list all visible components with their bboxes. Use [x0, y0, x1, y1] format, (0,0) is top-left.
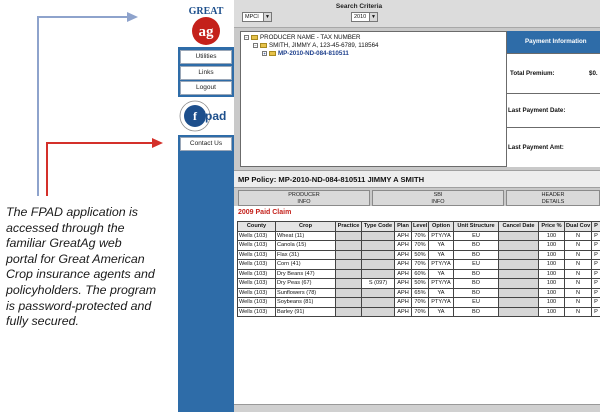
table-cell: YA: [429, 250, 454, 260]
table-cell: 100: [539, 279, 565, 289]
table-cell: N: [565, 260, 592, 270]
table-cell: APH: [395, 288, 412, 298]
table-cell: EU: [454, 231, 499, 241]
table-cell: [499, 269, 539, 279]
table-cell: 70%: [412, 260, 429, 270]
table-cell: [336, 298, 362, 308]
last-payment-date-label: Last Payment Date:: [507, 93, 600, 127]
table-cell: P: [592, 250, 600, 260]
table-cell: P: [592, 298, 600, 308]
last-payment-amt-label: Last Payment Amt:: [507, 127, 600, 167]
table-cell: 50%: [412, 250, 429, 260]
claim-area: [234, 206, 600, 412]
column-header[interactable]: Crop: [276, 222, 336, 232]
column-header[interactable]: Cancel Date: [499, 222, 539, 232]
fpad-logo[interactable]: [178, 97, 234, 135]
table-cell: Sunflowers (78): [276, 288, 336, 298]
table-cell: APH: [395, 260, 412, 270]
table-cell: 100: [539, 298, 565, 308]
caption-line: accessed through the: [6, 220, 125, 235]
table-cell: BO: [454, 307, 499, 317]
table-cell: Wells (103): [238, 307, 276, 317]
greatag-logo[interactable]: [178, 0, 234, 48]
table-cell: Soybeans (81): [276, 298, 336, 308]
annotation-arrows: [0, 0, 178, 210]
tree-producer[interactable]: − SMITH, JIMMY A, 123-45-6789, 118564: [254, 42, 379, 49]
column-header[interactable]: Price %: [539, 222, 565, 232]
table-cell: 100: [539, 269, 565, 279]
caption-line: portal for Great American: [6, 251, 145, 266]
table-cell: APH: [395, 231, 412, 241]
fpad-app: [234, 0, 600, 412]
table-cell: [362, 307, 395, 317]
table-cell: PTY/YA: [429, 231, 454, 241]
status-strip: [234, 404, 600, 412]
logo-great-text: GREAT: [188, 6, 224, 17]
table-cell: P: [592, 260, 600, 270]
claim-title: 2009 Paid Claim: [238, 209, 292, 216]
nav-logout-button[interactable]: Logout: [180, 81, 232, 95]
column-header[interactable]: Dual Cov: [566, 223, 591, 230]
table-cell: [499, 288, 539, 298]
table-cell: [362, 298, 395, 308]
chevron-down-icon: ▼: [263, 13, 271, 21]
table-cell: Wells (103): [238, 260, 276, 270]
column-header[interactable]: Option: [429, 222, 454, 232]
greatag-logo-icon: [178, 0, 234, 48]
table-cell: Wells (103): [238, 298, 276, 308]
table-cell: [336, 241, 362, 251]
table-cell: [336, 288, 362, 298]
table-cell: 70%: [412, 231, 429, 241]
table-cell: [336, 307, 362, 317]
caption-line: is password-protected and: [6, 298, 152, 313]
table-cell: [362, 260, 395, 270]
column-header[interactable]: Plan: [395, 222, 412, 232]
column-header[interactable]: P: [592, 222, 600, 232]
table-cell: N: [565, 231, 592, 241]
table-cell: [499, 231, 539, 241]
column-header[interactable]: Type Code: [362, 222, 395, 232]
table-cell: [336, 269, 362, 279]
table-row[interactable]: [238, 288, 600, 298]
table-cell: BO: [454, 269, 499, 279]
column-header[interactable]: Practice: [336, 222, 362, 232]
column-header[interactable]: Unit Structure: [454, 222, 499, 232]
table-cell: Wheat (11): [276, 231, 336, 241]
table-cell: [336, 231, 362, 241]
table-row[interactable]: [238, 260, 600, 270]
table-cell: Wells (103): [238, 269, 276, 279]
year-select[interactable]: [351, 12, 378, 22]
table-row[interactable]: [238, 298, 600, 308]
table-cell: [499, 307, 539, 317]
table-cell: P: [592, 279, 600, 289]
table-cell: Dry Beans (47): [276, 269, 336, 279]
table-cell: [362, 231, 395, 241]
table-cell: [499, 260, 539, 270]
total-premium-value: $0.: [589, 70, 598, 77]
folder-icon: [269, 51, 276, 56]
table-cell: APH: [395, 241, 412, 251]
payment-information-panel: [506, 31, 600, 167]
year-select-value: 2010: [354, 14, 367, 20]
nav-links-button[interactable]: Links: [180, 66, 232, 80]
folder-icon: [251, 35, 258, 40]
table-cell: APH: [395, 269, 412, 279]
table-cell: APH: [395, 298, 412, 308]
tree-root[interactable]: − PRODUCER NAME - TAX NUMBER: [245, 34, 361, 41]
table-cell: Flax (31): [276, 250, 336, 260]
collapse-icon[interactable]: −: [245, 34, 248, 40]
table-cell: BO: [454, 279, 499, 289]
table-cell: N: [565, 279, 592, 289]
table-cell: [499, 241, 539, 251]
table-cell: APH: [395, 307, 412, 317]
table-cell: N: [565, 250, 592, 260]
table-cell: S (097): [362, 279, 395, 289]
red-arrow: [47, 138, 163, 196]
table-cell: PTY/YA: [429, 298, 454, 308]
table-cell: P: [592, 241, 600, 251]
tab-sbi-info[interactable]: SBI INFO: [372, 190, 504, 206]
fpad-logo-text: fpad: [201, 109, 227, 123]
claim-table: [237, 221, 600, 317]
fpad-logo-icon: [178, 97, 234, 135]
table-cell: Canola (15): [276, 241, 336, 251]
table-cell: 100: [539, 250, 565, 260]
table-cell: Barley (91): [276, 307, 336, 317]
claim-table-body: [238, 231, 600, 317]
table-cell: [336, 250, 362, 260]
table-cell: PTY/YA: [429, 279, 454, 289]
table-cell: 65%: [412, 288, 429, 298]
total-premium-row: [507, 53, 600, 93]
chevron-down-icon: ▼: [369, 13, 377, 21]
search-criteria-title: Search Criteria: [335, 3, 383, 10]
table-cell: Wells (103): [238, 279, 276, 289]
collapse-icon[interactable]: −: [254, 42, 257, 48]
table-cell: [362, 250, 395, 260]
table-cell: Corn (41): [276, 260, 336, 270]
table-row[interactable]: [238, 231, 600, 241]
caption: [6, 205, 166, 330]
table-cell: [499, 298, 539, 308]
table-cell: 100: [539, 307, 565, 317]
column-header[interactable]: County: [238, 222, 276, 232]
table-cell: 50%: [412, 279, 429, 289]
table-row[interactable]: [238, 250, 600, 260]
tree-policy[interactable]: + MP-2010-ND-084-810511: [263, 50, 349, 57]
table-cell: N: [565, 269, 592, 279]
svg-text:f: f: [193, 109, 197, 123]
table-cell: APH: [395, 279, 412, 289]
table-cell: [499, 250, 539, 260]
policy-tabs: [234, 189, 600, 206]
table-cell: 70%: [412, 298, 429, 308]
blue-arrow: [38, 12, 138, 196]
portal-nav: [178, 0, 234, 412]
caption-line: Crop insurance agents and: [6, 267, 155, 282]
table-row[interactable]: [238, 279, 600, 289]
table-cell: YA: [429, 307, 454, 317]
nav-utilities-button[interactable]: Utilities: [180, 50, 232, 64]
table-row[interactable]: [238, 241, 600, 251]
table-cell: P: [592, 269, 600, 279]
table-cell: 100: [539, 260, 565, 270]
table-cell: BO: [454, 250, 499, 260]
table-cell: PTY/YA: [429, 260, 454, 270]
mode-select-value: MPCI: [245, 14, 259, 20]
table-cell: 70%: [412, 241, 429, 251]
table-row[interactable]: [238, 307, 600, 317]
table-cell: BO: [454, 241, 499, 251]
table-cell: N: [565, 288, 592, 298]
logo-ag-text: ag: [198, 24, 214, 40]
tab-header-details[interactable]: HEADER DETAILS: [506, 190, 600, 206]
table-cell: Dry Peas (67): [276, 279, 336, 289]
search-criteria-bar: [234, 0, 600, 28]
table-cell: [336, 260, 362, 270]
table-cell: P: [592, 288, 600, 298]
caption-line: fully secured.: [6, 314, 80, 329]
table-cell: 100: [539, 288, 565, 298]
caption-line: The FPAD application is: [6, 205, 138, 219]
table-cell: P: [592, 231, 600, 241]
payment-information-header: Payment Information: [507, 31, 600, 53]
table-cell: 100: [539, 231, 565, 241]
column-header[interactable]: Level: [413, 223, 428, 230]
policy-header: MP Policy: MP-2010-ND-084-810511 JIMMY A SMITH: [234, 170, 600, 188]
table-row[interactable]: [238, 269, 600, 279]
table-cell: [499, 279, 539, 289]
mode-select[interactable]: [242, 12, 272, 22]
table-cell: YA: [429, 288, 454, 298]
table-cell: YA: [429, 269, 454, 279]
table-cell: [336, 279, 362, 289]
table-cell: Wells (103): [238, 288, 276, 298]
table-cell: N: [565, 298, 592, 308]
table-cell: Wells (103): [238, 250, 276, 260]
table-cell: APH: [395, 250, 412, 260]
tab-producer-info[interactable]: PRODUCER INFO: [238, 190, 370, 206]
folder-icon: [260, 43, 267, 48]
table-cell: BO: [454, 288, 499, 298]
table-cell: Wells (103): [238, 231, 276, 241]
expand-icon[interactable]: +: [263, 50, 266, 56]
table-cell: Wells (103): [238, 241, 276, 251]
table-cell: [362, 269, 395, 279]
table-cell: 60%: [412, 269, 429, 279]
table-cell: [362, 288, 395, 298]
table-cell: EU: [454, 260, 499, 270]
table-header-row: [238, 222, 600, 232]
nav-contact-us-button[interactable]: Contact Us: [180, 137, 232, 151]
table-cell: N: [565, 241, 592, 251]
table-cell: N: [565, 307, 592, 317]
caption-line: policyholders. The program: [6, 282, 157, 297]
table-cell: 100: [539, 241, 565, 251]
caption-line: familiar GreatAg web: [6, 236, 122, 251]
table-cell: [362, 241, 395, 251]
table-cell: YA: [429, 241, 454, 251]
table-cell: 70%: [412, 307, 429, 317]
total-premium-label: Total Premium:: [510, 70, 555, 77]
table-cell: P: [592, 307, 600, 317]
table-cell: EU: [454, 298, 499, 308]
